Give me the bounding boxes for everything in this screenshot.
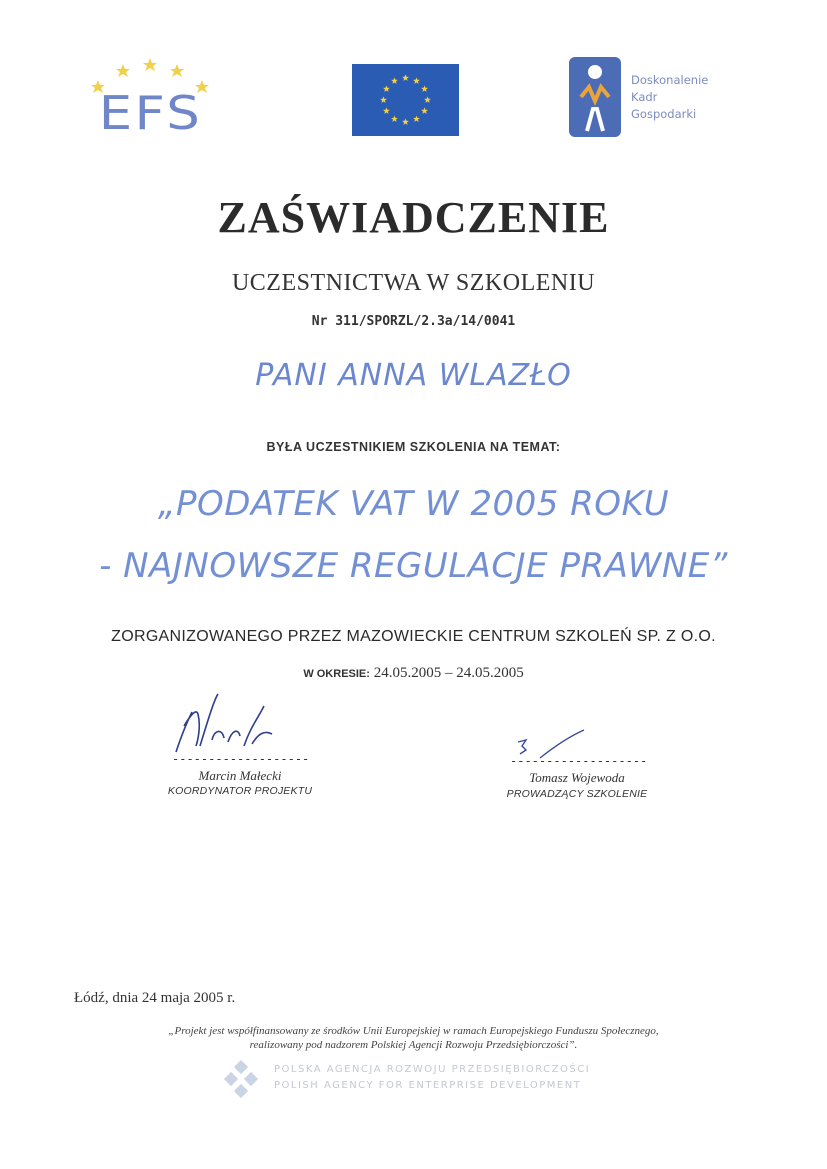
participation-statement: BYŁA UCZESTNIKIEM SZKOLENIA NA TEMAT: bbox=[266, 440, 561, 454]
dkg-logo-line-1: Doskonalenie bbox=[631, 73, 709, 87]
right-signatory-role: PROWADZĄCY SZKOLENIE bbox=[506, 788, 648, 800]
organizer: ZORGANIZOWANEGO PRZEZ MAZOWIECKIE CENTRUM SZKOLEŃ SP. Z O.O. bbox=[111, 628, 716, 645]
funding-footnote-line-2: realizowany pod nadzorem Polskiej Agencji Rozwoju Przedsiębiorczości”. bbox=[249, 1039, 578, 1051]
dkg-logo-line-2: Kadr bbox=[631, 90, 658, 104]
left-signatory-role: KOORDYNATOR PROJEKTU bbox=[167, 785, 313, 797]
dkg-figure-icon bbox=[569, 57, 621, 137]
training-topic-line-2: - NAJNOWSZE REGULACJE PRAWNE” bbox=[99, 546, 728, 586]
certificate-subtitle: UCZESTNICTWA W SZKOLENIU bbox=[231, 270, 596, 296]
eu-flag-icon bbox=[352, 64, 459, 136]
eu-star-icon bbox=[402, 74, 409, 81]
training-topic-line-1: „PODATEK VAT W 2005 ROKU bbox=[157, 484, 670, 524]
certificate-number: Nr 311/SPORZL/2.3a/14/0041 bbox=[311, 314, 516, 329]
left-signature-icon bbox=[168, 690, 298, 760]
funding-footnote-line-1: „Projekt jest współfinansowany ze środków Unii Europejskiej w ramach Europejskiego Funduszu Społecznego, bbox=[168, 1025, 659, 1037]
right-signature-line: ------------------- bbox=[510, 754, 648, 768]
eu-star-icon bbox=[391, 115, 398, 122]
funding-footnote bbox=[0, 1024, 827, 1052]
place-and-date: Łódź, dnia 24 maja 2005 r. bbox=[74, 990, 236, 1006]
left-signature-line: ------------------- bbox=[172, 752, 310, 766]
parp-name-polish: POLSKA AGENCJA ROZWOJU PRZEDSIĘBIORCZOŚCI bbox=[274, 1064, 591, 1075]
eu-star-icon bbox=[391, 77, 398, 84]
eu-star-icon bbox=[380, 96, 387, 103]
period-label: W OKRESIE: bbox=[303, 668, 370, 680]
dkg-logo bbox=[569, 57, 739, 139]
eu-star-icon bbox=[383, 85, 390, 92]
parp-emblem-icon bbox=[222, 1060, 268, 1100]
participant-name: PANI ANNA WLAZŁO bbox=[255, 358, 572, 393]
eu-star-icon bbox=[402, 118, 409, 125]
eu-star-icon bbox=[413, 115, 420, 122]
right-signatory-name: Tomasz Wojewoda bbox=[529, 770, 625, 785]
eu-star-icon bbox=[413, 77, 420, 84]
efs-logo-text: EFS bbox=[98, 86, 203, 140]
efs-logo bbox=[88, 56, 213, 141]
training-period bbox=[0, 665, 827, 682]
period-value: 24.05.2005 – 24.05.2005 bbox=[373, 665, 524, 681]
eu-star-icon bbox=[421, 107, 428, 114]
parp-name-english: POLISH AGENCY FOR ENTERPRISE DEVELOPMENT bbox=[274, 1080, 582, 1091]
eu-star-icon bbox=[424, 96, 431, 103]
left-signatory-name: Marcin Małecki bbox=[198, 768, 282, 783]
eu-star-icon bbox=[421, 85, 428, 92]
certificate-title: ZAŚWIADCZENIE bbox=[217, 193, 610, 242]
dkg-logo-line-3: Gospodarki bbox=[631, 107, 697, 121]
eu-star-icon bbox=[383, 107, 390, 114]
parp-logo bbox=[222, 1060, 602, 1100]
